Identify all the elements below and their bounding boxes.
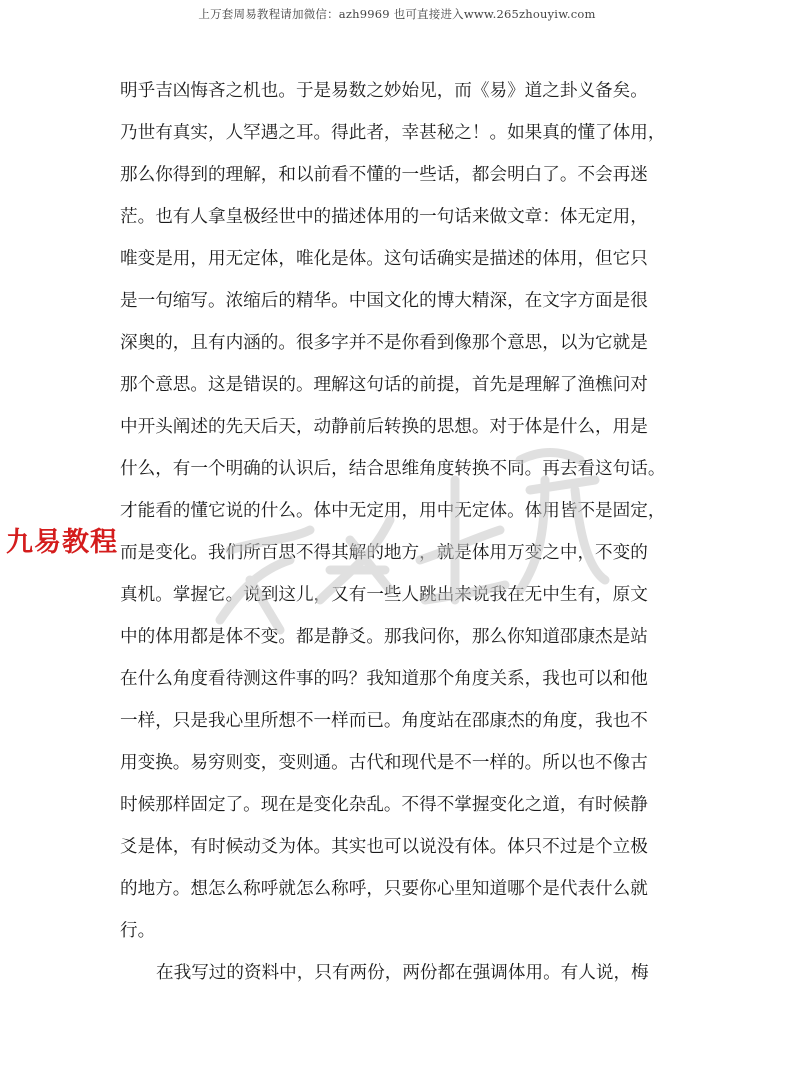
document-body <box>120 70 680 994</box>
text-line: 什么，有一个明确的认识后，结合思维角度转换不同。再去看这句话。 <box>120 459 666 479</box>
text-line: 乃世有真实，人罕遇之耳。得此者，幸甚秘之！。如果真的懂了体用， <box>120 123 666 143</box>
text-line: 的地方。想怎么称呼就怎么称呼，只要你心里知道哪个是代表什么就 <box>120 879 648 899</box>
brand-watermark: 九易教程 <box>6 527 118 558</box>
text-line: 明乎吉凶悔吝之机也。于是易数之妙始见，而《易》道之卦义备矣。 <box>120 81 648 101</box>
text-line: 才能看的懂它说的什么。体中无定用，用中无定体。体用皆不是固定， <box>120 501 666 521</box>
text-line: 那么你得到的理解，和以前看不懂的一些话，都会明白了。不会再迷 <box>120 165 648 185</box>
text-line: 深奥的，且有内涵的。很多字并不是你看到像那个意思，以为它就是 <box>120 333 648 353</box>
text-line: 茫。也有人拿皇极经世中的描述体用的一句话来做文章：体无定用， <box>120 207 648 227</box>
text-line: 真机。掌握它。说到这儿，又有一些人跳出来说我在无中生有，原文 <box>120 585 648 605</box>
text-line: 唯变是用，用无定体，唯化是体。这句话确实是描述的体用，但它只 <box>120 249 648 269</box>
text-line: 行。 <box>120 921 156 941</box>
text-line: 而是变化。我们所百思不得其解的地方，就是体用万变之中，不变的 <box>120 543 648 563</box>
text-line: 时候那样固定了。现在是变化杂乱。不得不掌握变化之道，有时候静 <box>120 795 648 815</box>
text-line: 那个意思。这是错误的。理解这句话的前提，首先是理解了渔樵问对 <box>120 375 648 395</box>
text-line: 爻是体，有时候动爻为体。其实也可以说没有体。体只不过是个立极 <box>120 837 648 857</box>
text-line: 用变换。易穷则变，变则通。古代和现代是不一样的。所以也不像古 <box>120 753 648 773</box>
page-header: 上万套周易教程请加微信：azh9969 也可直接进入www.265zhouyiw.com <box>198 7 596 21</box>
text-line: 在什么角度看待测这件事的吗？我知道那个角度关系，我也可以和他 <box>120 669 648 689</box>
text-line: 是一句缩写。浓缩后的精华。中国文化的博大精深，在文字方面是很 <box>120 291 648 311</box>
paragraph-start-line: 在我写过的资料中，只有两份，两份都在强调体用。有人说，梅 <box>156 963 649 983</box>
text-line: 中的体用都是体不变。都是静爻。那我问你，那么你知道邵康杰是站 <box>120 627 648 647</box>
text-line: 中开头阐述的先天后天，动静前后转换的思想。对于体是什么，用是 <box>120 417 648 437</box>
text-line: 一样，只是我心里所想不一样而已。角度站在邵康杰的角度，我也不 <box>120 711 648 731</box>
